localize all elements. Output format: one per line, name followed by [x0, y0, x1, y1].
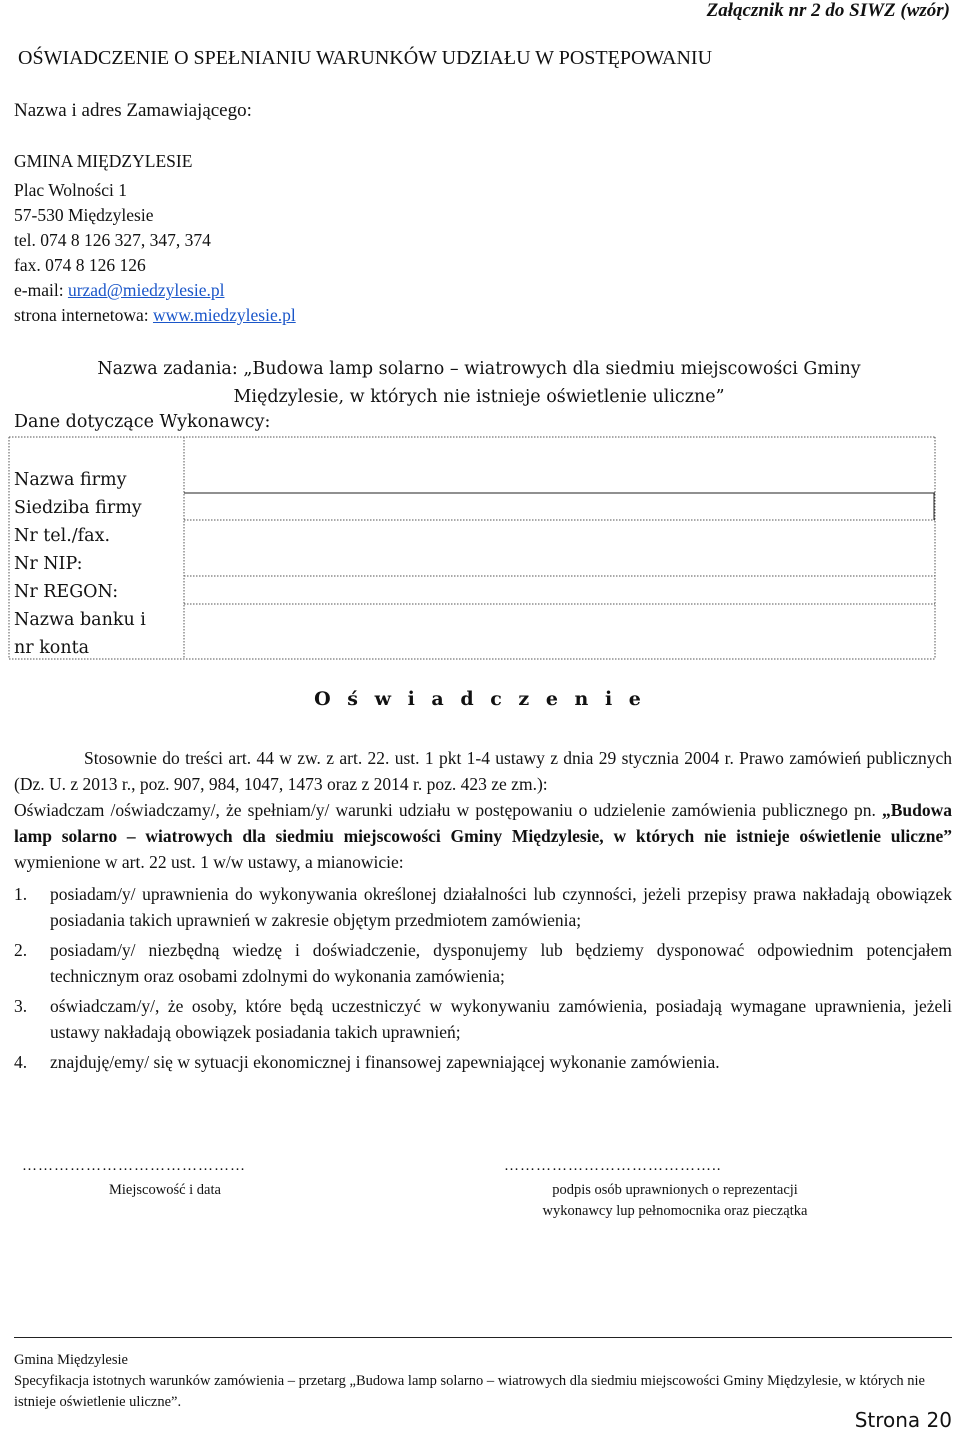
p2-task-title: „Budowa lamp solarno – wiatrowych dla siedmiu miejscowości Gminy Międzylesie, w których nie istnieje oświetlenie uliczne” — [14, 800, 952, 846]
footer-org: Gmina Międzylesie — [14, 1352, 128, 1368]
contractor-fields — [14, 466, 146, 662]
field-regon: Nr REGON: — [14, 582, 119, 602]
list-item — [14, 881, 952, 933]
p2-start: Oświadczam /oświadczamy/, że spełniam/y/ warunki udziału w postępowaniu o udzielenie zamówienia publicznego pn. — [14, 800, 882, 820]
field-seat: Siedziba firmy — [14, 498, 142, 518]
field-phone-fax: Nr tel./fax. — [14, 526, 111, 546]
footer-divider — [14, 1337, 952, 1338]
contracting-tel: tel. 074 8 126 327, 347, 374 — [14, 230, 211, 250]
contracting-fax: fax. 074 8 126 126 — [14, 255, 146, 275]
field-account: nr konta — [14, 638, 90, 658]
contracting-address — [14, 149, 296, 328]
list-number: 4. — [14, 1052, 28, 1072]
page-number: Strona 20 — [854, 1408, 952, 1432]
task-title-2: Międzylesie, w których nie istnieje oświetlenie uliczne” — [233, 387, 725, 407]
field-nip: Nr NIP: — [14, 554, 83, 574]
email-label: e-mail: — [14, 280, 68, 300]
statement-heading: O ś w i a d c z e n i e — [314, 688, 646, 710]
contracting-label: Nazwa i adres Zamawiającego: — [14, 100, 252, 121]
p2-end: wymienione w art. 22 ust. 1 w/w ustawy, a mianowicie: — [14, 852, 404, 872]
signature-label-1: podpis osób uprawnionych o reprezentacji — [552, 1182, 798, 1198]
contracting-www-row — [14, 303, 296, 328]
email-link[interactable]: urzad@miedzylesie.pl — [67, 280, 225, 300]
contractor-label: Dane dotyczące Wykonawcy: — [14, 412, 271, 432]
list-number: 3. — [14, 996, 28, 1016]
statement-paragraph-1: Stosownie do treści art. 44 w zw. z art. 22. ust. 1 pkt 1-4 ustawy z dnia 29 stycznia 2004 r. Prawo zamówień publicznych (Dz. U. z 2013 r., poz. 907, 984, 1047, 1473 oraz z 2014 r. poz. 423 ze zm.): — [14, 748, 952, 794]
contracting-name: GMINA MIĘDZYLESIE — [14, 151, 193, 171]
contractor-table — [8, 436, 936, 660]
list-number: 2. — [14, 940, 28, 960]
list-number: 1. — [14, 884, 28, 904]
task-line1 — [14, 355, 944, 383]
www-link[interactable]: www.miedzylesie.pl — [152, 305, 296, 325]
list-text: posiadam/y/ niezbędną wiedzę i doświadczenie, dysponujemy lub będziemy dysponować odpowiednim potencjałem technicznym oraz osobami zdolnymi do wykonania zamówienia; — [50, 940, 952, 986]
conditions-list — [14, 881, 952, 1075]
list-item — [14, 937, 952, 989]
footer-text: Specyfikacja istotnych warunków zamówienia – przetarg „Budowa lamp solarno – wiatrowych dla siedmiu miejscowości Gminy Międzylesie, w których nie istnieje oświetlenie uliczne”. — [14, 1373, 925, 1410]
www-label: strona internetowa: — [14, 305, 153, 325]
task-name — [14, 355, 944, 411]
annex-label: Załącznik nr 2 do SIWZ (wzór) — [706, 0, 950, 21]
place-date-label: Miejscowość i data — [109, 1182, 221, 1198]
field-company-name: Nazwa firmy — [14, 470, 127, 490]
task-title-1: „Budowa lamp solarno – wiatrowych dla siedmiu miejscowości Gminy — [243, 359, 861, 379]
list-item — [14, 993, 952, 1045]
list-text: znajduję/emy/ się w sytuacji ekonomicznej i finansowej zapewniającej wykonanie zamówienia. — [50, 1052, 720, 1072]
signature-label-2: wykonawcy lup pełnomocnika oraz pieczątka — [542, 1203, 808, 1219]
contracting-street: Plac Wolności 1 — [14, 180, 127, 200]
contracting-email-row — [14, 278, 296, 303]
statement-body — [14, 745, 952, 1079]
field-bank: Nazwa banku i — [14, 610, 146, 630]
signature-dots: ………………………………….. — [504, 1158, 722, 1174]
list-text: oświadczam/y/, że osoby, które będą uczestniczyć w wykonywaniu zamówienia, posiadają wymagane uprawnienia, jeżeli ustawy nakładają obowiązek posiadania takich uprawnień; — [50, 996, 952, 1042]
place-date-dots: …………………………………… — [22, 1158, 246, 1174]
signature-label — [490, 1180, 860, 1222]
task-label: Nazwa zadania: — [97, 359, 244, 379]
statement-paragraph-2 — [14, 797, 952, 875]
page-footer — [14, 1350, 952, 1413]
document-title: OŚWIADCZENIE O SPEŁNIANIU WARUNKÓW UDZIAŁU W POSTĘPOWANIU — [18, 47, 713, 69]
list-item — [14, 1049, 952, 1075]
list-text: posiadam/y/ uprawnienia do wykonywania określonej działalności lub czynności, jeżeli przepisy prawa nakładają obowiązek posiadania takich uprawnień w zakresie objętym przedmiotem zamówienia; — [50, 884, 952, 930]
contracting-city: 57-530 Międzylesie — [14, 205, 154, 225]
